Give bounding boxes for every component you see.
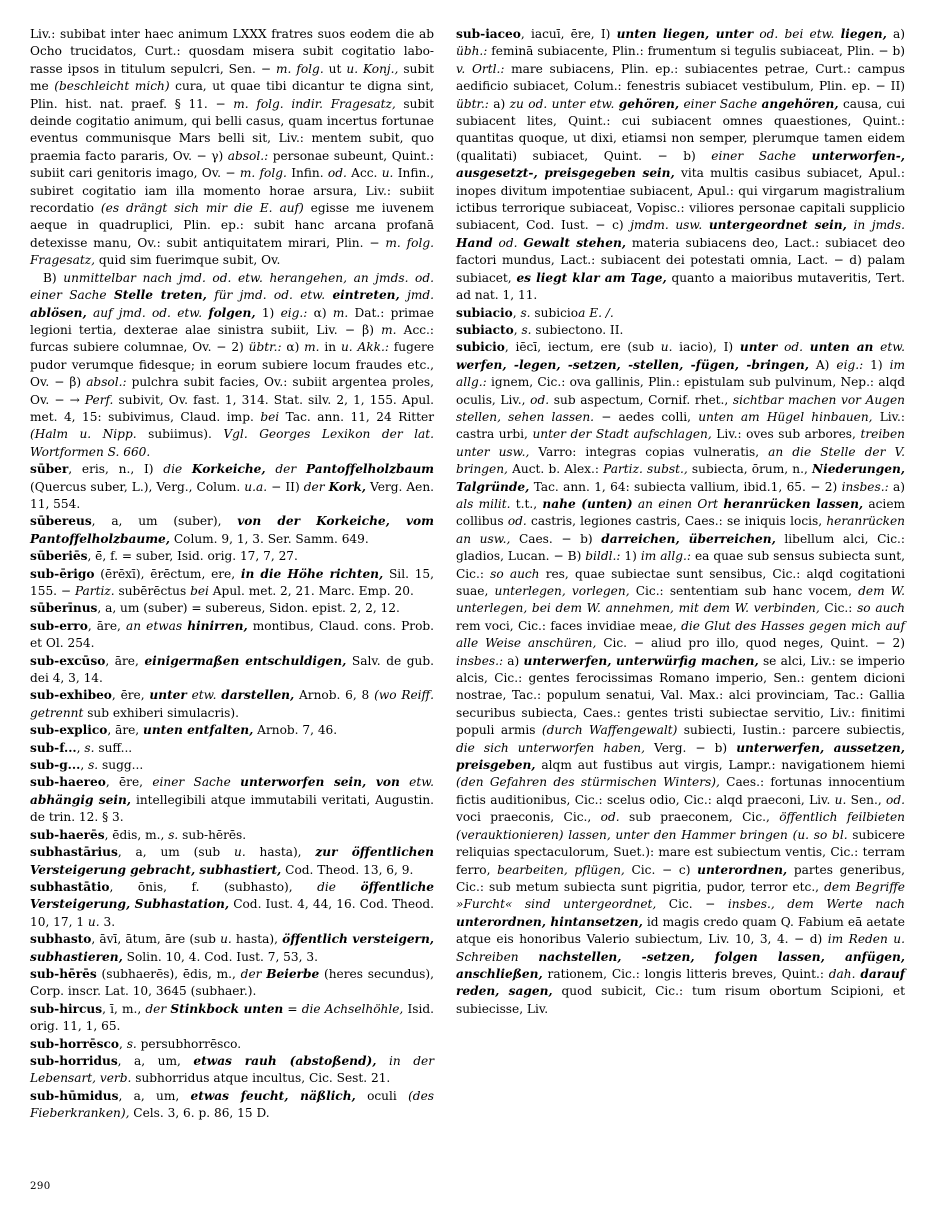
entry-sub-erro: sub-erro, āre, an etwas hinirren, montibus, Claud. cons. Prob. et Ol. 254.	[30, 618, 435, 651]
entry-block: B) unmittelbar nach jmd. od. etw. herangehen, an jmds. od. einer Sache Stelle treten, für jmd. od. etw. eintreten, jmd. ablösen, auf jmd. od. etw. folgen, 1) eig.: α) m. Dat.: primae legioni tertia, dexterae alae sinistra subiit, Liv. − β) m. Acc.: furcas subiere columnae, Ov. − 2) übtr.: α) m. in u. Akk.: fugere pudor verumque fidesque; in eorum subiere locum fraudes etc., Ov. − β) absol.: pulchra subit facies, Ov.: subiit argentea proles, Ov. − → Perf. subivit, Ov. fast. 1, 314. Stat. silv. 2, 1, 155. Apul. met. 4, 15: subivimus, Claud. imp. bei Tac. ann. 11, 24 Ritter (Halm u. Nipp. subiimus). Vgl. Georges Lexikon der lat. Wortformen S. 660.	[30, 270, 435, 459]
entry-sub-erigo: sub-ērigo (ērēxī), ērēctum, ere, in die Höhe richten, Sil. 15, 155. − Partiz. subērēctus bei Apul. met. 2, 21. Marc. Emp. 20.	[30, 566, 434, 598]
entry-suberies: sūberiēs, ē̄, f. = suber, Isid. orig. 17, 7, 27.	[30, 549, 298, 564]
entry-suberinus: sūberīnus, a, um (suber) = subereus, Sidon. epist. 2, 2, 12.	[30, 601, 400, 616]
entry-subhasto: subhasto, āvī, ātum, āre (sub u. hasta), öffentlich versteigern, subhastieren, Solin. 10, 4. Cod. Iust. 7, 53, 3.	[30, 932, 435, 964]
entry-sub-iaceo: sub-iaceo, iacuī, ēre, I) unten liegen, unter od. bei etw. liegen, a) übh.: feminā subiacente, Plin.: frumentum si tegulis subiaceat, Plin. − b) v. Ortl.: mare subiacens, Plin. ep.: subiacentes petrae, Curt.: campus aedificio subiacet, Colum.: fenestris subiacet vestibulum, Plin. ep. − II) übtr.: a) zu od. unter etw. gehören, einer Sache angehören, causa, cui subiacent lites, Quint.: cui subiacent omnes quaestiones, Quint.: quantitas quoque, ut dixi, etiamsi non semper, plerumque tamen eidem (qualitati) subiacet, Quint. − b) einer Sache unterworfen-, ausgesetzt-, preisgegeben sein, vita multis casibus subiacet, Apul.: inopes divitum impotentiae subiacent, Apul.: qui virgarum magistralium ictibus terrorique subiaceat, Vopisc.: viliores personae capitali supplicio subiacent, Cod. Iust. − c) jmdm. usw. untergeordnet sein, in jmds. Hand od. Gewalt stehen, materia subiacens deo, Lact.: subiacet deo factori mundus, Lact.: subiacent dei potestati omnia, Lact. − d) palam subiacet, es liegt klar am Tage, quanto a maioribus mutaveritis, Tert. ad nat. 1, 11.	[456, 27, 906, 303]
entry-sub-exhibeo: sub-exhibeo, ēre, unter etw. darstellen, Arnob. 6, 8 (wo Reiff. getrennt sub exhiberi simulacris).	[30, 688, 434, 720]
entry-block: Liv.: subibat inter haec animum LXXX fratres suos eodem die ab Ocho trucidatos, Curt.: quosdam misera subit cogitatio labo-rasse ipsos in titulum sepulcri, Sen. − m. folg. ut u. Konj., subit me (beschleicht mich) cura, ut quae tibi dicantur te digna sint, Plin. hist. nat. praef. § 11. − m. folg. indir. Fragesatz, subit deinde cogitatio animum, qui belli casus, quam incertus fortunae eventus communisque Mars belli sit, Liv.: mentem subit, quo praemia facto pararis, Ov. − γ) absol.: personae subeunt, Quint.: subiit cari genitoris imago, Ov. − m. folg. Infin. od. Acc. u. Infin., subiret cogitatio iam illa momento horae arsura, Liv.: subiit recordatio (es drängt sich mir die E. auf) egisse me iuvenem aeque in quadruplici, Plin. ep.: subit hanc arcana profanā detexisse manu, Ov.: subit antiquitatem mirari, Plin. − m. folg. Fragesatz, quid sim fuerimque subit, Ov.	[30, 27, 434, 268]
entry-subereus: sūbereus, a, um (suber), von der Korkeiche, vom Pantoffelholzbaume, Colum. 9, 1, 3. Ser. Samm. 649.	[30, 514, 434, 546]
entry-sub-explico: sub-explico, āre, unten entfalten, Arnob. 7, 46.	[30, 723, 338, 738]
entry-suber: sūber, eris, n., I) die Korkeiche, der Pantoffelholzbaum (Quercus suber, L.), Verg., Colum. u.a. − II) der Kork, Verg. Aen. 11, 554.	[30, 462, 435, 511]
entry-sub-excuso: sub-excūso, āre, einigermaßen entschuldigen, Salv. de gub. dei 4, 3, 14.	[30, 653, 434, 686]
entry-subiacio: subiacio, s. subicioa E. /.	[456, 305, 614, 320]
page-number: 290	[30, 1181, 51, 1192]
entry-sub-haeres: sub-haerēs, ēdis, m., s. sub-hērēs.	[30, 827, 247, 842]
entry-sub-g: sub-g..., s. sugg...	[30, 758, 144, 773]
entry-sub-heres: sub-hērēs (subhaerēs), ēdis, m., der Beierbe (heres secundus), Corp. inscr. Lat. 10, 3645 (subhaer.).	[30, 966, 434, 999]
two-column-body	[30, 26, 906, 1123]
entry-sub-haereo: sub-haereo, ēre, einer Sache unterworfen sein, von etw. abhängig sein, intellegibili atque immutabili veritati, Augustin. de trin. 12. § 3.	[30, 775, 435, 825]
right-text-column	[456, 26, 905, 1018]
left-text-column	[30, 26, 434, 1123]
entry-sub-hircus: sub-hircus, ī, m., der Stinkbock unten = die Achselhöhle, Isid. orig. 11, 1, 65.	[30, 1001, 434, 1034]
entry-subicio: subicio, iēcī, iectum, ere (sub u. iacio), I) unter od. unten an etw. werfen, -legen, -setzen, -stellen, -fügen, -bringen, A) eig.: 1) im allg.: ignem, Cic.: ova gallinis, Plin.: epistulam sub pulvinum, Nep.: alqd oculis, Liv., od. sub aspectum, Cornif. rhet., sichtbar machen vor Augen stellen, sehen lassen. − aedes colli, unten am Hügel hinbauen, Liv.: castra urbi, unter der Stadt aufschlagen, Liv.: oves sub arbores, treiben unter usw., Varro: integras copias vulneratis, an die Stelle der V. bringen, Auct. b. Alex.: Partiz. subst., subiecta, ōrum, n., Niederungen, Talgründe, Tac. ann. 1, 64: subiecta vallium, ibid.1, 65. − 2) insbes.: a) als milit. t.t., nahe (unten) an einen Ort heranrücken lassen, aciem collibus od. castris, legiones castris, Caes.: se iniquis locis, heranrücken an usw., Caes. − b) darreichen, überreichen, libellum alci, Cic.: gladios, Lucan. − B) bildl.: 1) im allg.: ea quae sub sensus subiecta sunt, Cic.: so auch res, quae subiectae sunt sensibus, Cic.: alqd cogitationi suae, unterlegen, vorlegen, Cic.: sententiam sub hanc vocem, dem W. unterlegen, bei dem W. annehmen, mit dem W. verbinden, Cic.: so auch rem voci, Cic.: faces invidiae meae, die Glut des Hasses gegen mich auf alle Weise anschüren, Cic. − aliud pro illo, quod neges, Quint. − 2) insbes.: a) unterwerfen, unterwürfig machen, se alci, Liv.: se imperio alcis, Cic.: gentes ferocissimas Romano imperio, Sen.: gentem dicioni nostrae, Tac.: populum senatui, Val. Max.: alci provinciam, Tac.: Gallia securibus subiecta, Caes.: gentes tristi subiectae servitio, Liv.: finitimi populi armis (durch Waffengewalt) subiecti, Iustin.: parcere subiectis, die sich unterworfen haben, Verg. − b) unterwerfen, aussetzen, preisgeben, alqm aut fustibus aut virgis, Lampr.: navigationem hiemi (den Gefahren des stürmischen Winters), Caes.: fortunas innocentium fictis auditionibus, Cic.: scelus odio, Cic.: alqd praeconi, Liv. u. Sen., od. voci praeconis, Cic., od. sub praeconem, Cic., öffentlich feilbieten (verauktionieren) lassen, unter den Hammer bringen (u. so bl. subicere reliquias spectaculorum, Suet.): mare est subiectum ventis, Cic.: terram ferro, bearbeiten, pflügen, Cic. − c) unterordnen, partes generibus, Cic.: sub metum subiecta sunt pigritia, pudor, terror etc., dem Begriffe »Furcht« sind untergeordnet, Cic. − insbes., dem Werte nach unterordnen, hintansetzen, id magis credo quam Q. Fabium eā aetate atque eis honoribus Valerio subiectum, Liv. 10, 3, 4. − d) im Reden u. Schreiben nachstellen, -setzen, folgen lassen, anfügen, anschließen, rationem, Cic.: longis litteris breves, Quint.: dah. darauf reden, sagen, quod subicit, Cic.: tum risum obortum Scipioni, et subiecisse, Liv.	[456, 340, 906, 1016]
entry-sub-f: sub-f..., s. suff...	[30, 740, 133, 755]
entry-subhastatio: subhastātio, ōnis, f. (subhasto), die öffentliche Versteigerung, Subhastation, Cod. Iust. 4, 44, 16. Cod. Theod. 10, 17, 1 u. 3.	[30, 879, 435, 929]
entry-subhastarius: subhastārius, a, um (sub u. hasta), zur öffentlichen Versteigerung gebracht, subhastiert, Cod. Theod. 13, 6, 9.	[30, 845, 434, 877]
entry-subiacto: subiacto, s. subiectono. II.	[456, 322, 624, 337]
entry-sub-horridus: sub-horridus, a, um, etwas rauh (abstoßend), in der Lebensart, verb. subhorridus atque incultus, Cic. Sest. 21.	[30, 1053, 434, 1086]
entry-sub-horresco: sub-horrēsco, s. persubhorrēsco.	[30, 1036, 242, 1051]
entry-sub-humidus: sub-hūmidus, a, um, etwas feucht, näßlich, oculi (des Fieberkranken), Cels. 3, 6. p. 86, 15 D.	[30, 1088, 434, 1121]
